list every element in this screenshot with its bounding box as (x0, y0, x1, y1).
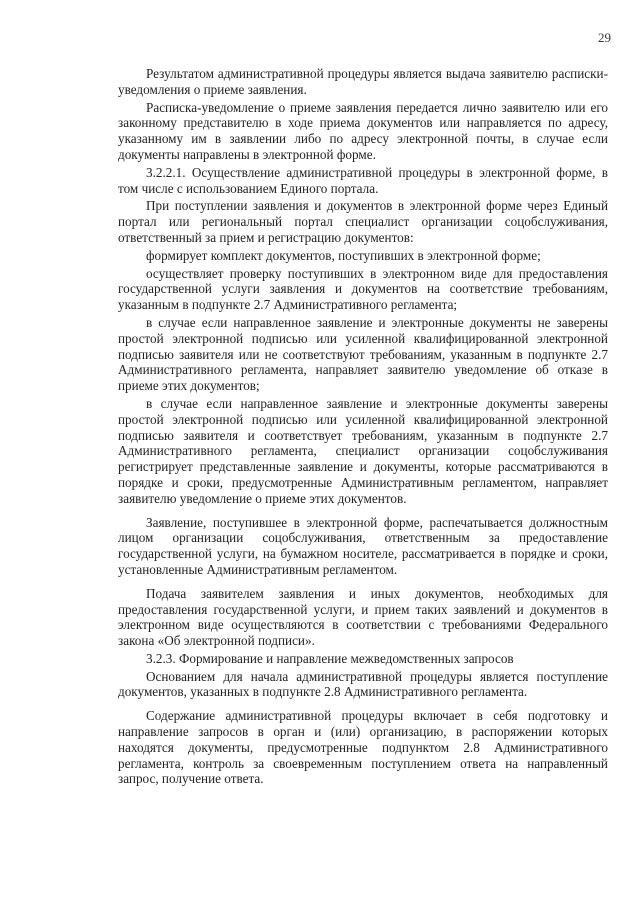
list-item: осуществляет проверку поступивших в электронном виде для предоставления государственной услуги заявления и документов на соответствие требованиям, указанным в подпункте 2.7 Административного регламента; (118, 265, 608, 313)
page-number: 29 (598, 30, 611, 45)
paragraph: Подача заявителем заявления и иных документов, необходимых для предоставления государственной услуги, и прием таких заявлений и документов в электронном виде осуществляются в соответствии с требованиями Федерального закона «Об электронной подписи». (118, 585, 608, 649)
section-heading: 3.2.3. Формирование и направление межведомственных запросов (146, 650, 514, 666)
paragraph: Содержание административной процедуры включает в себя подготовку и направление запросов в орган и (или) организацию, в распоряжении которых находятся документы, предусмотренные подпунктом 2.8 Административного регламента, контроль за своевременным поступлением ответа на направленный запрос, получение ответа. (118, 708, 608, 787)
paragraph: При поступлении заявления и документов в электронной форме через Единый портал или региональный портал специалист организации соцобслуживания, ответственный за прием и регистрацию документов: (118, 198, 608, 245)
list-item: в случае если направленное заявление и электронные документы не заверены простой электронной подписью или усиленной квалифицированной электронной подписью заявителя или не соответствуют требованиям, указанным в подпункте 2.7 Административного регламента, направляет заявителю уведомление об отказе в приеме этих документов; (118, 314, 608, 394)
paragraph: Заявление, поступившее в электронной форме, распечатывается должностным лицом организации соцобслуживания, ответственным за предоставление государственной услуги, на бумажном носителе, рассматривается в порядке и сроки, установленные Административным регламентом. (118, 514, 608, 577)
document-body (118, 66, 608, 789)
list-item: в случае если направленное заявление и электронные документы заверены простой электронной подписью или усиленной квалифицированной электронной подписью заявителя и соответствует требованиям, указанным в подпункте 2.7 Административного регламента, специалист организации соцобслуживания регистрирует представленные заявление и документы, которые рассматриваются в порядке и сроки, предусмотренные Административным регламентом, направляет заявителю уведомление о приеме этих документов. (118, 395, 608, 506)
paragraph: Результатом административной процедуры является выдача заявителю расписки-уведомления о приеме заявления. (118, 66, 608, 97)
section-heading: 3.2.2.1. Осуществление административной процедуры в электронной форме, в том числе с использованием Единого портала. (118, 164, 608, 196)
paragraph: Расписка-уведомление о приеме заявления передается лично заявителю или его законному представителю в ходе приема документов или направляется по адресу, указанному им в заявлении либо по адресу электронной почты, в случае если документы направлены в электронной форме. (118, 99, 608, 162)
list-item: формирует комплект документов, поступивших в электронной форме; (146, 247, 541, 263)
paragraph: Основанием для начала административной процедуры является поступление документов, указанных в подпункте 2.8 Административного регламента. (118, 668, 608, 700)
